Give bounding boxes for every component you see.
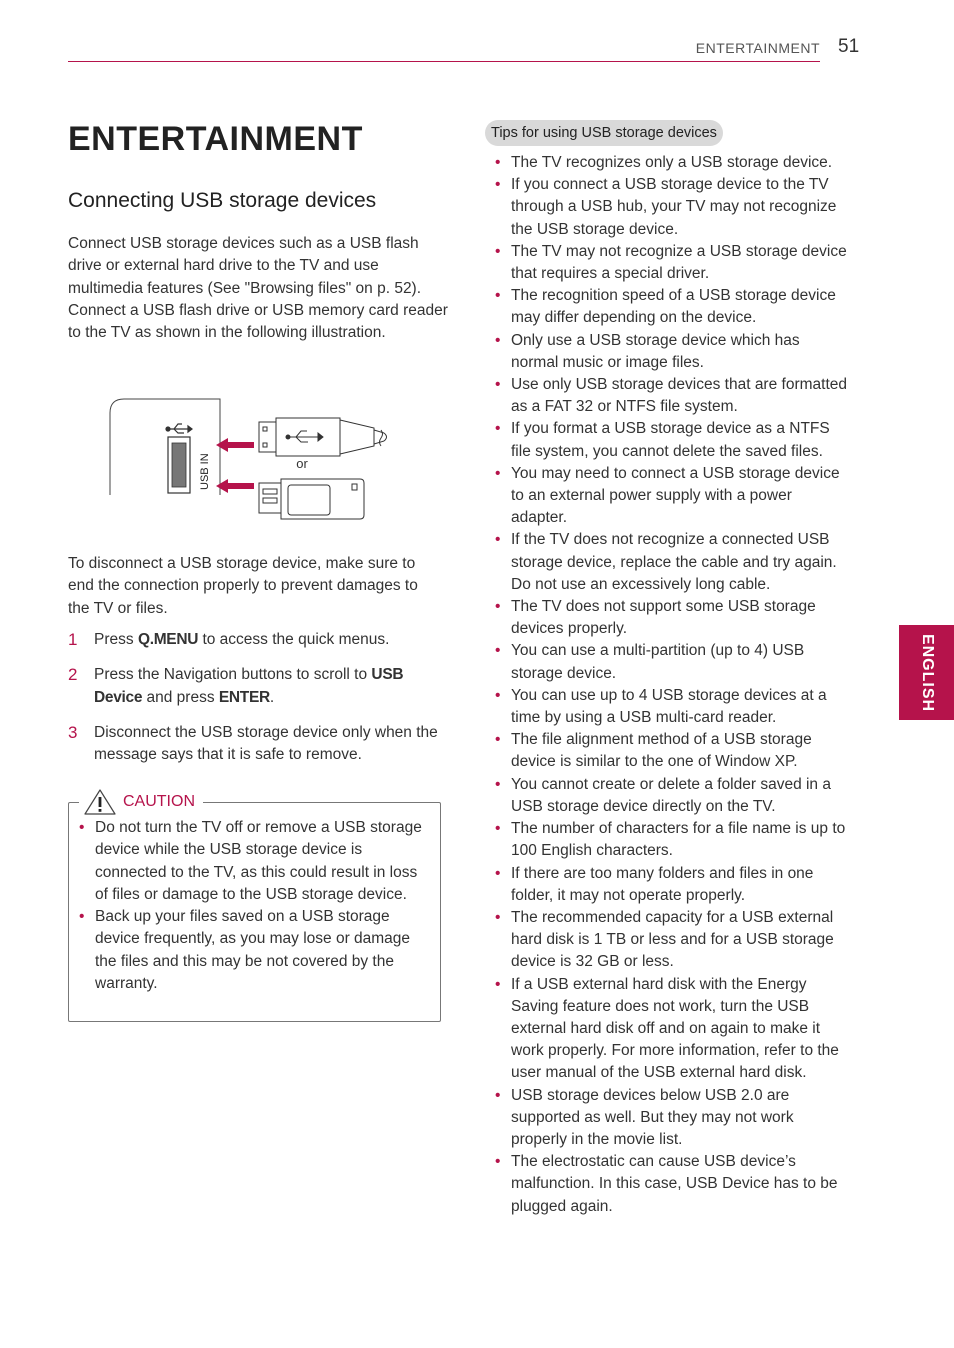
step-item	[68, 722, 448, 767]
or-label: or	[296, 456, 308, 471]
tip-item: • Use only USB storage devices that are formatted as a FAT 32 or NTFS file system.	[485, 374, 847, 418]
header-rule	[68, 61, 820, 62]
disconnect-steps	[68, 629, 448, 779]
step-text: to access the quick menus.	[198, 631, 390, 648]
step-item	[68, 629, 448, 651]
caution-box	[68, 793, 441, 1022]
tip-item: • The electrostatic can cause USB device’s malfunction. In this case, USB Device has to be plugged again.	[485, 1151, 847, 1218]
key-name: Q.MENU	[137, 631, 199, 648]
subsection-title: Connecting USB storage devices	[68, 189, 377, 212]
step-text: .	[269, 688, 275, 706]
tip-item: • The file alignment method of a USB storage device is similar to the one of Window XP.	[485, 729, 847, 773]
step-number: 2	[68, 665, 78, 685]
arrow-top-icon	[216, 438, 254, 452]
tip-item: • You can use a multi-partition (up to 4) USB storage device.	[485, 640, 847, 684]
tips-heading: Tips for using USB storage devices	[485, 120, 723, 146]
tip-item: • You can use up to 4 USB storage devices at a time by using a USB multi-card reader.	[485, 685, 847, 729]
tip-item: • USB storage devices below USB 2.0 are supported as well. But they may not work properly in the movie list.	[485, 1085, 847, 1152]
tip-item: • You cannot create or delete a folder saved in a USB storage device directly on the TV.	[485, 774, 847, 818]
step-item	[68, 664, 448, 709]
side-tab-label: ENGLISH	[918, 633, 936, 712]
tip-item: • If the TV does not recognize a connected USB storage device, replace the cable and try again. Do not use an excessively long cable.	[485, 529, 847, 596]
usb-trident-icon	[286, 431, 323, 442]
tip-item: • The recommended capacity for a USB external hard disk is 1 TB or less and for a USB storage device is 32 GB or less.	[485, 907, 847, 974]
step-number: 1	[68, 630, 78, 649]
usb-symbol-icon	[166, 424, 192, 433]
tip-item: • Only use a USB storage device which has normal music or image files.	[485, 330, 847, 374]
caution-header	[79, 786, 203, 818]
usb-port-icon	[168, 437, 190, 493]
tip-item: • If a USB external hard disk with the Energy Saving feature does not work, turn the USB external hard disk off and on again to make it work properly. For more information, refer to the user manual of the USB external hard disk.	[485, 974, 847, 1085]
step-text: Disconnect the USB storage device only when the message says that it is safe to remove.	[94, 723, 438, 764]
tip-item: • If you format a USB storage device as a NTFS file system, you cannot delete the saved files.	[485, 418, 847, 462]
usb-flash-drive-icon	[259, 479, 364, 519]
step-text: and press	[142, 688, 219, 706]
caution-item: • Do not turn the TV off or remove a USB storage device while the USB storage device is connected to the TV, as this could result in loss of files or damage to the USB storage device.	[69, 817, 429, 906]
tip-item: • The TV recognizes only a USB storage device.	[485, 152, 847, 174]
caution-list	[69, 817, 429, 995]
warning-icon	[83, 788, 117, 816]
tip-item: • The TV does not support some USB storage devices properly.	[485, 596, 847, 640]
tips-list	[485, 152, 847, 1218]
step-text: Press	[94, 631, 138, 648]
arrow-bottom-icon	[216, 479, 254, 493]
port-label: USB IN	[199, 453, 211, 490]
step-text: Press the Navigation buttons to scroll to	[94, 666, 372, 684]
key-name: ENTER	[218, 688, 270, 706]
section-title: ENTERTAINMENT	[68, 120, 363, 158]
running-head: ENTERTAINMENT	[695, 40, 820, 56]
step-number: 3	[68, 722, 78, 742]
page-number: 51	[838, 36, 860, 57]
tip-item: • The recognition speed of a USB storage device may differ depending on the device.	[485, 285, 847, 329]
tip-item: • If you connect a USB storage device to the TV through a USB hub, your TV may not recognize the USB storage device.	[485, 174, 847, 241]
usb-connection-illustration	[108, 395, 398, 525]
tip-item: • The number of characters for a file name is up to 100 English characters.	[485, 818, 847, 862]
tip-item: • The TV may not recognize a USB storage device that requires a special driver.	[485, 241, 847, 285]
tip-item: • If there are too many folders and files in one folder, it may not operate properly.	[485, 863, 847, 907]
disconnect-intro: To disconnect a USB storage device, make sure to end the connection properly to prevent damages to the TV or files.	[68, 555, 418, 617]
intro-paragraph: Connect USB storage devices such as a USB flash drive or external hard drive to the TV and use multimedia features (See "Browsing files" on p. 52). Connect a USB flash drive or USB memory card reader to the TV as shown in the following illustration.	[68, 235, 448, 342]
caution-item: • Back up your files saved on a USB storage device frequently, as you may lose or damage the files and this may be not covered by the warranty.	[69, 906, 429, 995]
caution-title: CAUTION	[123, 793, 195, 810]
tip-item: • You may need to connect a USB storage device to an external power supply with a power adapter.	[485, 463, 847, 530]
language-side-tab	[899, 625, 954, 720]
key-name: USB Device	[94, 666, 404, 706]
